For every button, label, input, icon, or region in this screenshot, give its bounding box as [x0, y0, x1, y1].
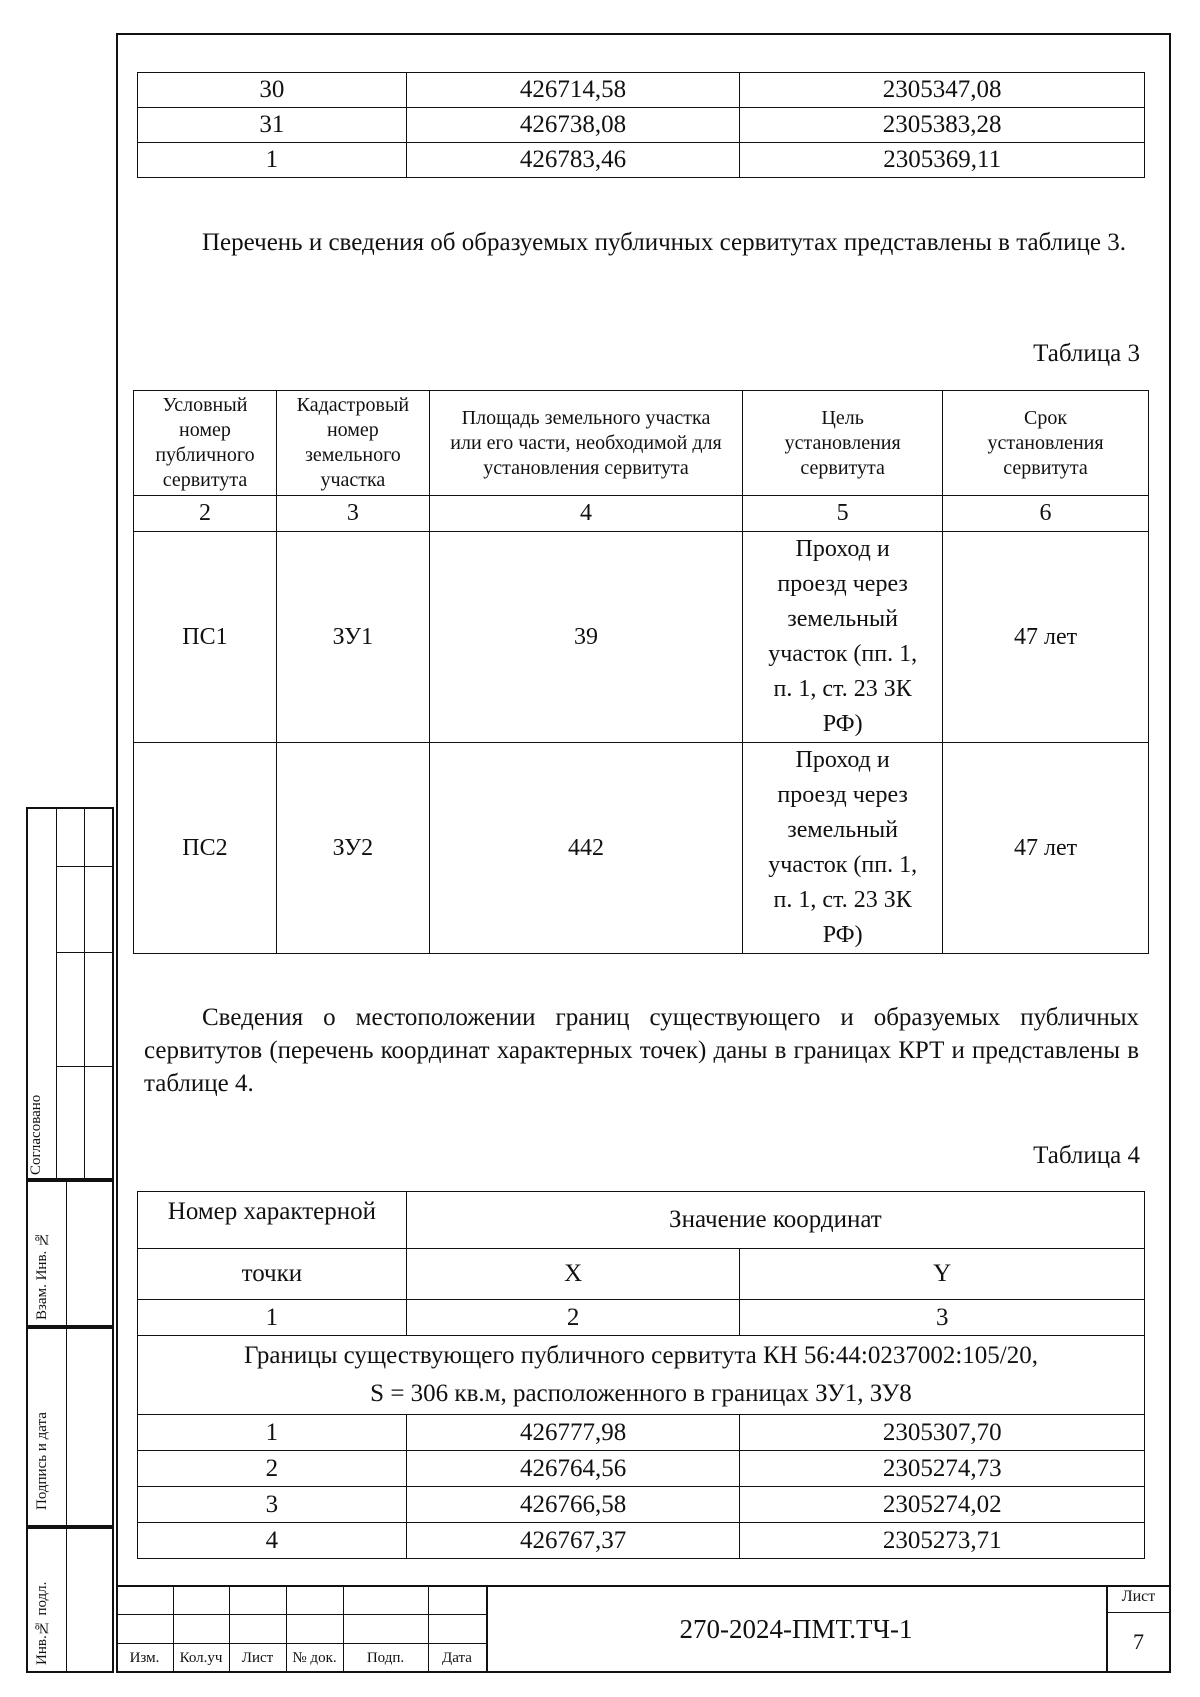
coord-x: 426714,58 — [406, 73, 740, 108]
header-point-number-cont: точки — [138, 1249, 407, 1300]
margin-divider — [66, 1180, 67, 1327]
table3-column-numbers — [134, 496, 1149, 532]
point-number: 1 — [138, 1415, 407, 1451]
coord-y: 2305383,28 — [740, 108, 1145, 143]
label-sign-date: Подпись и дата — [34, 1412, 50, 1510]
servitude-number: ПС2 — [134, 743, 277, 954]
cadastral-number: ЗУ2 — [276, 743, 429, 954]
margin-divider — [84, 807, 85, 1180]
table3-header-row — [134, 391, 1149, 496]
table4-column-numbers — [138, 1300, 1145, 1336]
margin-divider — [56, 1066, 114, 1067]
table-row — [138, 1451, 1145, 1487]
tb-divider — [116, 1643, 486, 1644]
table-row — [138, 143, 1145, 178]
area: 39 — [429, 532, 742, 743]
coord-y: 2305274,73 — [740, 1451, 1145, 1487]
coord-y: 2305273,71 — [740, 1523, 1145, 1559]
table-row — [138, 1523, 1145, 1559]
table-row — [138, 1487, 1145, 1523]
coord-y: 2305369,11 — [740, 143, 1145, 178]
purpose: Проход и проезд через земельный участок (пп. 1, п. 1, ст. 23 ЗК РФ) — [743, 532, 943, 743]
coord-x: 426766,58 — [406, 1487, 740, 1523]
cadastral-number: ЗУ1 — [276, 532, 429, 743]
paragraph-table4-intro: Сведения о местоположении границ существующего и образуемых публичных сервитутов (перечень координат характерных точек) даны в границах КРТ и представлены в таблице 4. — [144, 1004, 1139, 1097]
label-agreed: Согласовано — [28, 1094, 44, 1175]
point-number: 4 — [138, 1523, 407, 1559]
point-number: 30 — [138, 73, 407, 108]
header-y: Y — [740, 1249, 1145, 1300]
table3-caption: Таблица 3 — [1033, 340, 1140, 367]
point-number: 2 — [138, 1451, 407, 1487]
column-number: 2 — [134, 496, 277, 532]
coord-y: 2305307,70 — [740, 1415, 1145, 1451]
header-servitude-number: Условный номер публичного сервитута — [134, 391, 277, 496]
column-number: 3 — [276, 496, 429, 532]
table-row — [134, 743, 1149, 954]
table4-caption: Таблица 4 — [1033, 1142, 1140, 1169]
header-point-number — [138, 1192, 407, 1249]
column-number: 5 — [743, 496, 943, 532]
section-title-line1: Границы существующего публичного сервитута КН 56:44:0237002:105/20, — [244, 1342, 1038, 1369]
column-number: 3 — [740, 1300, 1145, 1336]
servitude-number: ПС1 — [134, 532, 277, 743]
header-point-line1: Номер характерной — [167, 1198, 376, 1225]
term: 47 лет — [943, 532, 1149, 743]
coord-y: 2305274,02 — [740, 1487, 1145, 1523]
coord-x: 426777,98 — [406, 1415, 740, 1451]
section-title-line2: S = 306 кв.м, расположенного в границах ЗУ1, ЗУ8 — [370, 1380, 912, 1407]
tb-col-docnum: № док. — [292, 1650, 337, 1666]
table4-section-row — [138, 1336, 1145, 1415]
coord-x: 426738,08 — [406, 108, 740, 143]
label-inv-replace: Взам. Инв. № — [34, 1230, 50, 1320]
tb-col-signature: Подп. — [366, 1650, 405, 1666]
column-number: 4 — [429, 496, 742, 532]
label-inv-original: Инв.№ подл. — [34, 1581, 50, 1665]
table-row — [134, 532, 1149, 743]
coord-y: 2305347,08 — [740, 73, 1145, 108]
table-row — [138, 108, 1145, 143]
header-x: X — [406, 1249, 740, 1300]
tb-col-count: Кол.уч — [179, 1650, 223, 1666]
table4-header-row — [138, 1192, 1145, 1249]
margin-divider — [66, 1527, 67, 1673]
table-row — [138, 1415, 1145, 1451]
margin-divider — [56, 866, 114, 867]
sheet-label: Лист — [1121, 1588, 1156, 1605]
area: 442 — [429, 743, 742, 954]
column-number: 1 — [138, 1300, 407, 1336]
paragraph-table3-intro: Перечень и сведения об образуемых публичных сервитутах представлены в таблице 3. — [202, 229, 1126, 256]
margin-divider — [66, 1327, 67, 1527]
header-purpose: Цель установления сервитута — [743, 391, 943, 496]
table3 — [133, 390, 1149, 954]
tb-col-date: Дата — [442, 1650, 472, 1666]
tb-divider — [116, 1614, 486, 1615]
table-row — [138, 73, 1145, 108]
sheet-number: 7 — [1133, 1629, 1144, 1654]
margin-divider — [56, 952, 114, 953]
tb-col-change: Изм. — [129, 1650, 160, 1666]
coord-x: 426783,46 — [406, 143, 740, 178]
header-area: Площадь земельного участка или его части, необходимой для установления сервитута — [429, 391, 742, 496]
tb-col-sheet: Лист — [241, 1650, 274, 1666]
header-coordinates: Значение координат — [406, 1192, 1144, 1249]
coord-x: 426764,56 — [406, 1451, 740, 1487]
column-number: 6 — [943, 496, 1149, 532]
coords-continued-table — [137, 72, 1145, 178]
purpose: Проход и проезд через земельный участок (пп. 1, п. 1, ст. 23 ЗК РФ) — [743, 743, 943, 954]
term: 47 лет — [943, 743, 1149, 954]
header-cadastral-number: Кадастровый номер земельного участка — [276, 391, 429, 496]
table4-subheader-row — [138, 1249, 1145, 1300]
header-term: Срок установления сервитута — [943, 391, 1149, 496]
document-number: 270-2024-ПМТ.ТЧ-1 — [679, 1613, 913, 1644]
point-number: 1 — [138, 143, 407, 178]
point-number: 3 — [138, 1487, 407, 1523]
column-number: 2 — [406, 1300, 740, 1336]
section-title — [138, 1336, 1145, 1415]
coord-x: 426767,37 — [406, 1523, 740, 1559]
point-number: 31 — [138, 108, 407, 143]
table4 — [137, 1191, 1145, 1559]
